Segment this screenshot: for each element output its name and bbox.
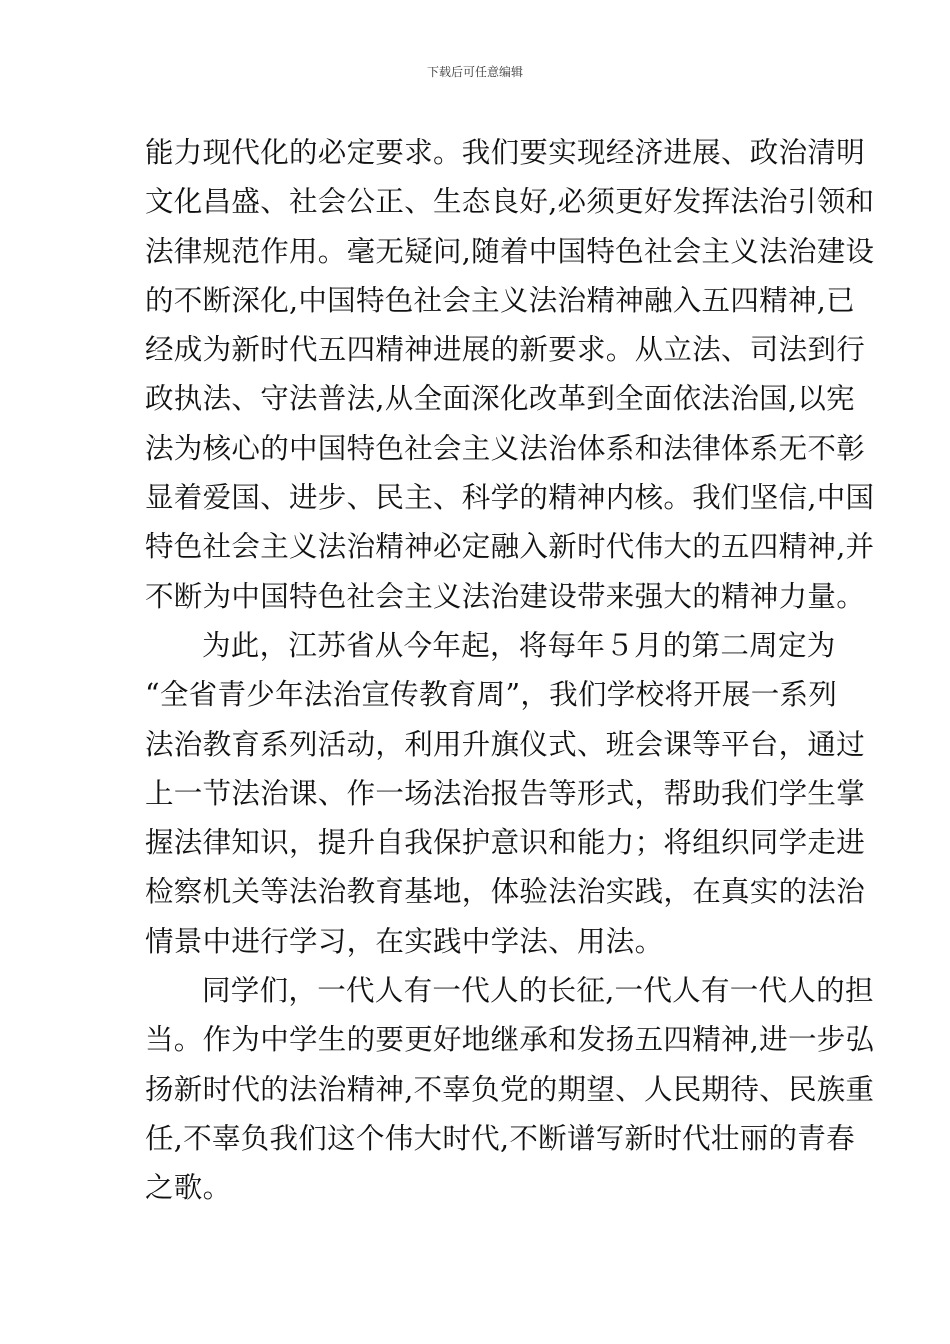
paragraph-3-line-4: 任,不辜负我们这个伟大时代,不断谱写新时代壮丽的青春: [145, 1121, 855, 1155]
paragraph-2-line-4: 上一节法治课、作一场法治报告等形式，帮助我们学生掌: [145, 776, 866, 810]
paragraph-2-line-1: 为此，江苏省从今年起，将每年５月的第二周定为: [202, 628, 836, 662]
paragraph-1-line-9: 特色社会主义法治精神必定融入新时代伟大的五四精神,并: [145, 530, 875, 564]
paragraph-1-line-1: 能力现代化的必定要求。我们要实现经济进展、政治清明: [145, 136, 866, 169]
paragraph-2-line-7: 情景中进行学习，在实践中学法、用法。: [145, 924, 664, 958]
paragraph-3-line-3: 扬新时代的法治精神,不辜负党的期望、人民期待、民族重: [145, 1072, 875, 1106]
paragraph-3-line-5: 之歌。: [145, 1171, 232, 1205]
document-body: [145, 128, 875, 1213]
paragraph-1-line-10: 不断为中国特色社会主义法治建设带来强大的精神力量。: [145, 579, 866, 613]
paragraph-2-line-5: 握法律知识，提升自我保护意识和能力；将组织同学走进: [145, 826, 866, 860]
paragraph-1-line-5: 经成为新时代五四精神进展的新要求。从立法、司法到行: [145, 333, 866, 367]
paragraph-1-line-4: 的不断深化,中国特色社会主义法治精神融入五四精神,已: [145, 283, 855, 317]
paragraph-1-line-7: 法为核心的中国特色社会主义法治体系和法律体系无不彰: [145, 431, 866, 465]
paragraph-2-line-3: 法治教育系列活动，利用升旗仪式、班会课等平台，通过: [145, 727, 866, 761]
paragraph-3-line-2: 当。作为中学生的要更好地继承和发扬五四精神,进一步弘: [145, 1023, 875, 1057]
paragraph-1-line-2: 文化昌盛、社会公正、生态良好,必须更好发挥法治引领和: [145, 185, 875, 219]
paragraph-1-line-3: 法律规范作用。毫无疑问,随着中国特色社会主义法治建设: [145, 234, 875, 268]
paragraph-2-line-2: “全省青少年法治宣传教育周”，我们学校将开展一系列: [145, 678, 838, 712]
paragraph-1-line-6: 政执法、守法普法,从全面深化改革到全面依法治国,以宪: [145, 382, 855, 416]
paragraph-2-line-6: 检察机关等法治教育基地，体验法治实践，在真实的法治: [145, 875, 866, 909]
page-header-note: 下载后可任意编辑: [426, 65, 523, 79]
paragraph-3-line-1: 同学们，一代人有一代人的长征,一代人有一代人的担: [202, 974, 874, 1008]
paragraph-1-line-8: 显着爱国、进步、民主、科学的精神内核。我们坚信,中国: [145, 481, 875, 515]
